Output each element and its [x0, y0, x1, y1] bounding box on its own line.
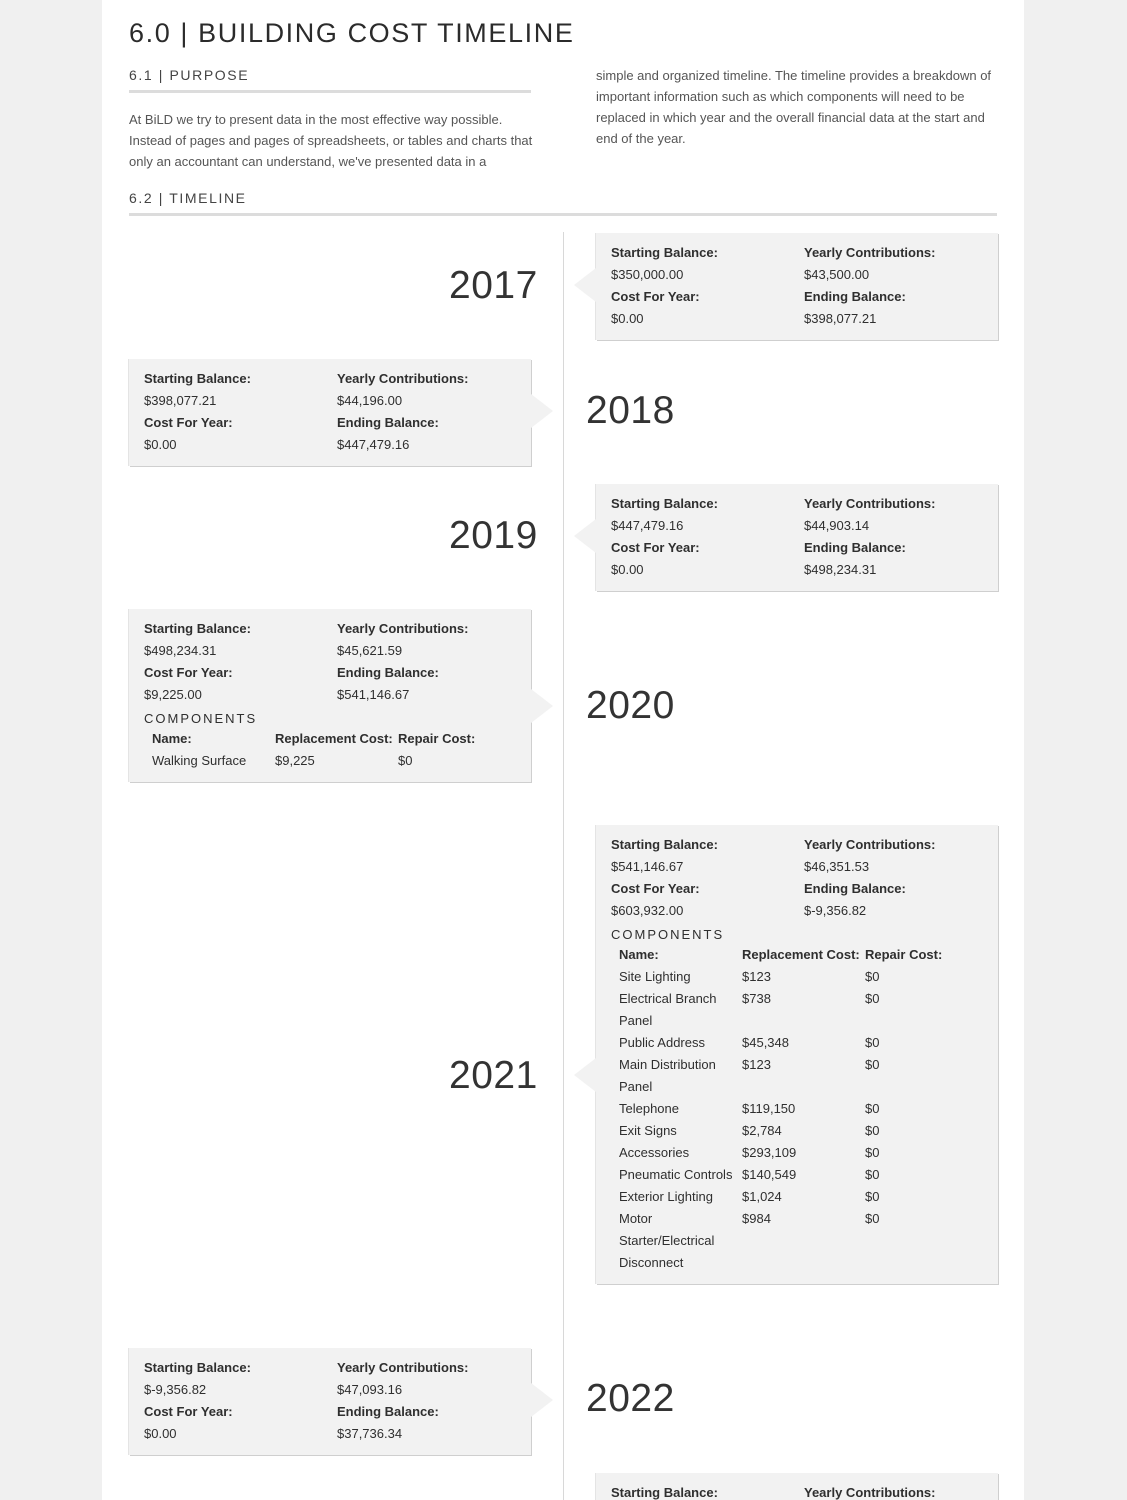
repair-cost-header: Repair Cost:	[865, 947, 943, 962]
year-label-2020: 2020	[586, 684, 675, 727]
cost-for-year-value: $0.00	[144, 437, 177, 452]
starting-balance-value: $541,146.67	[611, 859, 684, 874]
yearly-contributions-value: $44,903.14	[804, 518, 870, 533]
year-label-2018: 2018	[586, 389, 675, 432]
year-card-2021	[596, 825, 998, 1284]
component-name: Motor Starter/Electrical Disconnect	[619, 1211, 715, 1270]
yearly-contributions-label: Yearly Contributions:	[804, 1485, 936, 1500]
starting-balance-label: Starting Balance:	[611, 1485, 718, 1500]
cost-for-year-value: $9,225.00	[144, 687, 202, 702]
component-name: Accessories	[619, 1145, 690, 1160]
component-name-header: Name:	[619, 947, 659, 962]
component-name-header: Name:	[152, 731, 192, 746]
ending-balance-value: $-9,356.82	[804, 903, 867, 918]
component-name: Site Lighting	[619, 969, 691, 984]
component-name: Exterior Lighting	[619, 1189, 713, 1204]
ending-balance-label: Ending Balance:	[337, 665, 439, 680]
ending-balance-label: Ending Balance:	[804, 289, 906, 304]
ending-balance-value: $37,736.34	[337, 1426, 403, 1441]
purpose-heading: 6.1 | PURPOSE	[129, 67, 250, 83]
cost-for-year-label: Cost For Year:	[144, 1404, 233, 1419]
component-replacement-cost: $9,225	[275, 753, 315, 768]
component-repair-cost: $0	[865, 991, 880, 1006]
ending-balance-label: Ending Balance:	[804, 881, 906, 896]
component-repair-cost: $0	[865, 1101, 880, 1116]
timeline-axis	[563, 232, 564, 1500]
yearly-contributions-value: $47,093.16	[337, 1382, 403, 1397]
ending-balance-value: $398,077.21	[804, 311, 877, 326]
component-repair-cost: $0	[865, 969, 880, 984]
cost-for-year-label: Cost For Year:	[611, 289, 700, 304]
ending-balance-value: $447,479.16	[337, 437, 410, 452]
year-card-2022	[129, 1348, 531, 1455]
yearly-contributions-label: Yearly Contributions:	[337, 621, 469, 636]
starting-balance-value: $350,000.00	[611, 267, 684, 282]
cost-for-year-label: Cost For Year:	[144, 665, 233, 680]
component-repair-cost: $0	[865, 1189, 880, 1204]
component-replacement-cost: $119,150	[742, 1101, 796, 1116]
starting-balance-label: Starting Balance:	[144, 1360, 251, 1375]
starting-balance-label: Starting Balance:	[611, 496, 718, 511]
year-label-2019: 2019	[449, 514, 538, 557]
starting-balance-value: $447,479.16	[611, 518, 684, 533]
component-name: Pneumatic Controls	[619, 1167, 733, 1182]
component-name: Main Distribution Panel	[619, 1057, 716, 1094]
timeline-rule	[129, 213, 997, 216]
replacement-cost-header: Replacement Cost:	[275, 731, 393, 746]
starting-balance-label: Starting Balance:	[144, 371, 251, 386]
component-repair-cost: $0	[398, 753, 413, 768]
ending-balance-label: Ending Balance:	[804, 540, 906, 555]
component-replacement-cost: $140,549	[742, 1167, 797, 1182]
components-table	[144, 728, 516, 772]
year-label-2021: 2021	[449, 1054, 538, 1097]
component-replacement-cost: $984	[742, 1211, 771, 1226]
starting-balance-value: $398,077.21	[144, 393, 217, 408]
starting-balance-label: Starting Balance:	[611, 837, 718, 852]
cost-for-year-value: $0.00	[611, 311, 644, 326]
ending-balance-value: $498,234.31	[804, 562, 877, 577]
timeline-heading: 6.2 | TIMELINE	[129, 190, 247, 206]
components-heading: COMPONENTS	[144, 711, 258, 726]
yearly-contributions-value: $43,500.00	[804, 267, 870, 282]
component-repair-cost: $0	[865, 1123, 880, 1138]
yearly-contributions-value: $44,196.00	[337, 393, 403, 408]
component-replacement-cost: $738	[742, 991, 771, 1006]
component-repair-cost: $0	[865, 1167, 880, 1182]
component-replacement-cost: $2,784	[742, 1123, 782, 1138]
cost-for-year-label: Cost For Year:	[611, 881, 700, 896]
cost-for-year-value: $0.00	[611, 562, 644, 577]
cost-for-year-value: $0.00	[144, 1426, 177, 1441]
yearly-contributions-label: Yearly Contributions:	[804, 496, 936, 511]
component-replacement-cost: $293,109	[742, 1145, 797, 1160]
yearly-contributions-label: Yearly Contributions:	[804, 245, 936, 260]
component-name: Telephone	[619, 1101, 679, 1116]
component-replacement-cost: $123	[742, 969, 771, 984]
starting-balance-value: $498,234.31	[144, 643, 217, 658]
year-card-2019	[596, 484, 998, 591]
yearly-contributions-label: Yearly Contributions:	[804, 837, 936, 852]
component-replacement-cost: $1,024	[742, 1189, 782, 1204]
year-label-2022: 2022	[586, 1377, 675, 1420]
ending-balance-label: Ending Balance:	[337, 1404, 439, 1419]
purpose-rule	[129, 90, 531, 93]
component-name: Walking Surface	[152, 753, 247, 768]
starting-balance-value: $-9,356.82	[144, 1382, 207, 1397]
component-name: Public Address	[619, 1035, 705, 1050]
ending-balance-label: Ending Balance:	[337, 415, 439, 430]
year-label-2017: 2017	[449, 264, 538, 307]
year-card-2018	[129, 359, 531, 466]
year-card-2020	[129, 609, 531, 782]
component-name: Electrical Branch Panel	[619, 991, 717, 1028]
page-title: 6.0 | BUILDING COST TIMELINE	[129, 18, 575, 48]
cost-for-year-value: $603,932.00	[611, 903, 684, 918]
starting-balance-label: Starting Balance:	[144, 621, 251, 636]
year-card-partial	[596, 1473, 998, 1500]
cost-for-year-label: Cost For Year:	[144, 415, 233, 430]
repair-cost-header: Repair Cost:	[398, 731, 476, 746]
component-replacement-cost: $45,348	[742, 1035, 789, 1050]
component-repair-cost: $0	[865, 1211, 880, 1226]
report-page	[102, 0, 1024, 1500]
component-replacement-cost: $123	[742, 1057, 771, 1072]
purpose-text-left: At BiLD we try to present data in the most effective way possible. Instead of pages and pages of spreadsheets, or tables and charts that only an accountant can understand, we've presented data in a	[129, 112, 533, 169]
component-repair-cost: $0	[865, 1057, 880, 1072]
components-heading: COMPONENTS	[611, 927, 725, 942]
starting-balance-label: Starting Balance:	[611, 245, 718, 260]
yearly-contributions-value: $46,351.53	[804, 859, 870, 874]
cost-for-year-label: Cost For Year:	[611, 540, 700, 555]
components-table	[611, 944, 983, 1274]
yearly-contributions-label: Yearly Contributions:	[337, 371, 469, 386]
component-name: Exit Signs	[619, 1123, 677, 1138]
replacement-cost-header: Replacement Cost:	[742, 947, 860, 962]
year-card-2017	[596, 233, 998, 340]
purpose-text-right: simple and organized timeline. The timeline provides a breakdown of important information such as which components will need to be replaced in which year and the overall financial data at the start and end of the year.	[596, 68, 992, 146]
component-repair-cost: $0	[865, 1145, 880, 1160]
yearly-contributions-label: Yearly Contributions:	[337, 1360, 469, 1375]
component-repair-cost: $0	[865, 1035, 880, 1050]
yearly-contributions-value: $45,621.59	[337, 643, 403, 658]
ending-balance-value: $541,146.67	[337, 687, 410, 702]
